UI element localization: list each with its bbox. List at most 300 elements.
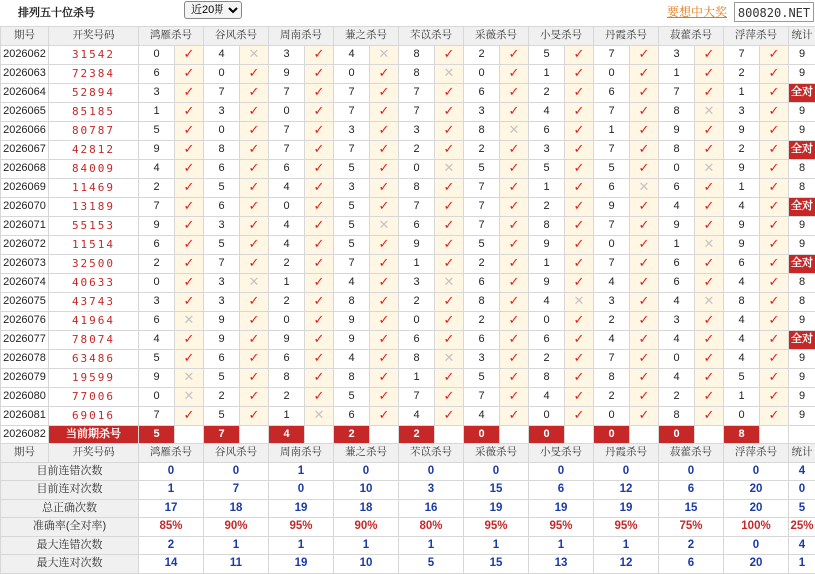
kill-number-cell: 3 [594,292,630,311]
hit-mark-cell [500,45,529,64]
check-icon: ✓ [509,389,520,404]
kill-number-cell: 1 [529,178,565,197]
hit-mark-cell [305,64,334,83]
kill-number-cell: 0 [594,235,630,254]
kill-number-cell: 6 [204,197,240,216]
hit-mark-cell [240,254,269,273]
hit-mark-cell [630,292,659,311]
hit-mark-cell [565,311,594,330]
miss-mark-cell [565,292,594,311]
hit-mark-cell [175,349,204,368]
stats-value: 95% [464,518,529,537]
hit-mark-cell [760,330,789,349]
check-icon: ✓ [379,123,390,138]
col-danxia-header: 丹霞杀号 [594,27,659,46]
check-icon: ✓ [769,123,780,138]
bottom-header-row [1,444,815,463]
cross-icon: ✕ [444,275,455,290]
kill-number-cell: 1 [529,64,565,83]
stat-cell: 8 [789,178,815,197]
current-kill-value: 0 [529,425,565,444]
empty-cell [500,425,529,444]
hit-mark-cell [500,368,529,387]
check-icon: ✓ [639,142,650,157]
hit-mark-cell [630,64,659,83]
kill-number-cell: 5 [334,197,370,216]
table-row [1,311,815,330]
miss-mark-cell [370,216,399,235]
stats-value: 13 [529,555,594,574]
hit-mark-cell [760,159,789,178]
check-icon: ✓ [704,218,715,233]
hit-mark-cell [630,102,659,121]
kill-number-cell: 9 [204,311,240,330]
stats-row [1,499,815,518]
hit-mark-cell [695,64,724,83]
kill-number-cell: 7 [399,102,435,121]
kill-number-cell: 7 [139,197,175,216]
col-xiaomin-header: 小旻杀号 [529,27,594,46]
check-icon: ✓ [184,199,195,214]
stats-value: 0 [594,462,659,481]
kill-number-cell: 6 [139,235,175,254]
kill-number-cell: 2 [269,254,305,273]
hit-mark-cell [500,83,529,102]
hit-mark-cell [175,254,204,273]
hit-mark-cell [435,83,464,102]
check-icon: ✓ [769,275,780,290]
check-icon: ✓ [314,370,325,385]
cross-icon: ✕ [639,180,650,195]
col-fuping-header: 浮萍杀号 [724,444,789,463]
check-icon: ✓ [639,104,650,119]
check-icon: ✓ [769,218,780,233]
kill-number-cell: 9 [204,330,240,349]
hit-mark-cell [500,102,529,121]
kill-number-cell: 0 [399,311,435,330]
open-number-cell: 85185 [49,102,139,121]
stats-label: 目前连对次数 [1,481,139,500]
hit-mark-cell [175,178,204,197]
table-row [1,292,815,311]
check-icon: ✓ [574,47,585,62]
hit-mark-cell [305,292,334,311]
check-icon: ✓ [444,389,455,404]
hit-mark-cell [500,273,529,292]
stat-cell: 9 [789,349,815,368]
open-number-cell: 11514 [49,235,139,254]
kill-number-cell: 3 [464,349,500,368]
kill-number-cell: 7 [594,216,630,235]
check-icon: ✓ [574,275,585,290]
hit-mark-cell [500,311,529,330]
kill-number-cell: 8 [529,216,565,235]
col-zhounan-header: 周南杀号 [269,27,334,46]
stat-cell: 全对 [789,197,815,216]
stats-value: 11 [204,555,269,574]
miss-mark-cell [695,235,724,254]
kill-number-cell: 9 [659,216,695,235]
empty-cell [565,425,594,444]
check-icon: ✓ [639,351,650,366]
kill-number-cell: 9 [269,64,305,83]
kill-number-cell: 7 [464,178,500,197]
stats-value: 14 [139,555,204,574]
period-select[interactable] [184,1,242,19]
hit-mark-cell [305,311,334,330]
hit-mark-cell [240,330,269,349]
check-icon: ✓ [574,370,585,385]
check-icon: ✓ [444,408,455,423]
hit-mark-cell [240,406,269,425]
cross-icon: ✕ [379,218,390,233]
kill-number-cell: 6 [659,273,695,292]
kill-number-cell: 9 [139,368,175,387]
check-icon: ✓ [314,332,325,347]
check-icon: ✓ [639,313,650,328]
col-shuhuo-header: 菽藿杀号 [659,27,724,46]
check-icon: ✓ [769,161,780,176]
stats-value: 80% [399,518,464,537]
kill-number-cell: 9 [139,140,175,159]
check-icon: ✓ [639,370,650,385]
hit-mark-cell [370,387,399,406]
kill-number-cell: 3 [139,83,175,102]
check-icon: ✓ [379,370,390,385]
check-icon: ✓ [444,256,455,271]
kill-number-cell: 4 [269,235,305,254]
stats-value: 16 [399,499,464,518]
hit-mark-cell [695,121,724,140]
open-number-cell: 78074 [49,330,139,349]
kill-number-cell: 6 [724,254,760,273]
current-kill-value: 2 [334,425,370,444]
hit-mark-cell [370,273,399,292]
kill-number-table [0,26,815,574]
stats-value: 6 [659,481,724,500]
check-icon: ✓ [249,389,260,404]
stats-value: 19 [269,555,334,574]
empty-cell [370,425,399,444]
check-icon: ✓ [769,370,780,385]
kill-number-cell: 5 [139,349,175,368]
check-icon: ✓ [444,85,455,100]
kill-number-cell: 4 [269,216,305,235]
kill-number-cell: 9 [529,235,565,254]
hit-mark-cell [630,368,659,387]
kill-number-cell: 3 [204,216,240,235]
hit-mark-cell [760,140,789,159]
hit-mark-cell [695,311,724,330]
check-icon: ✓ [574,161,585,176]
check-icon: ✓ [769,180,780,195]
check-icon: ✓ [444,294,455,309]
hit-mark-cell [630,311,659,330]
kill-number-cell: 4 [529,387,565,406]
kill-number-cell: 3 [334,178,370,197]
stats-value: 95% [529,518,594,537]
kill-number-cell: 3 [399,273,435,292]
kill-number-cell: 1 [529,254,565,273]
check-icon: ✓ [769,389,780,404]
col-xiaomin-header: 小旻杀号 [529,444,594,463]
stats-value: 0 [399,462,464,481]
stats-value: 7 [204,481,269,500]
check-icon: ✓ [379,180,390,195]
col-fuping-header: 浮萍杀号 [724,27,789,46]
check-icon: ✓ [444,47,455,62]
kill-number-cell: 0 [594,64,630,83]
empty-cell [175,425,204,444]
check-icon: ✓ [184,123,195,138]
period-cell: 2026079 [1,368,49,387]
kill-number-cell: 2 [464,45,500,64]
check-icon: ✓ [639,389,650,404]
period-cell: 2026067 [1,140,49,159]
kill-number-cell: 5 [334,216,370,235]
hit-mark-cell [760,64,789,83]
col-period-header: 期号 [1,444,49,463]
kill-number-cell: 8 [204,140,240,159]
kill-number-cell: 7 [204,83,240,102]
win-link[interactable]: 要想中大奖 [667,3,727,20]
open-number-cell: 84009 [49,159,139,178]
stats-value: 10 [334,555,399,574]
hit-mark-cell [565,64,594,83]
check-icon: ✓ [639,332,650,347]
stats-value: 17 [139,499,204,518]
check-icon: ✓ [639,256,650,271]
hit-mark-cell [630,216,659,235]
kill-number-cell: 4 [529,102,565,121]
table-row [1,273,815,292]
check-icon: ✓ [444,218,455,233]
open-number-cell: 77006 [49,387,139,406]
check-icon: ✓ [184,66,195,81]
hit-mark-cell [305,216,334,235]
table-row [1,216,815,235]
kill-number-cell: 3 [334,121,370,140]
empty-cell [240,425,269,444]
check-icon: ✓ [574,408,585,423]
kill-number-cell: 3 [659,45,695,64]
hit-mark-cell [370,83,399,102]
kill-number-cell: 0 [334,64,370,83]
kill-number-cell: 7 [399,197,435,216]
kill-number-cell: 2 [529,349,565,368]
hit-mark-cell [240,349,269,368]
hit-mark-cell [565,45,594,64]
stats-value: 0 [659,462,724,481]
hit-mark-cell [370,330,399,349]
stats-value: 0 [724,462,789,481]
check-icon: ✓ [184,85,195,100]
check-icon: ✓ [509,275,520,290]
kill-number-cell: 9 [139,216,175,235]
cross-icon: ✕ [444,161,455,176]
hit-mark-cell [305,387,334,406]
kill-number-cell: 4 [334,349,370,368]
kill-number-cell: 3 [659,311,695,330]
hit-mark-cell [305,83,334,102]
hit-mark-cell [435,102,464,121]
kill-number-cell: 5 [464,235,500,254]
stats-value: 1 [399,536,464,555]
check-icon: ✓ [639,218,650,233]
stat-cell: 9 [789,387,815,406]
check-icon: ✓ [509,256,520,271]
kill-number-cell: 0 [529,406,565,425]
hit-mark-cell [435,292,464,311]
cross-icon: ✕ [379,47,390,62]
check-icon: ✓ [314,389,325,404]
kill-number-cell: 1 [269,406,305,425]
hit-mark-cell [435,235,464,254]
stats-row [1,536,815,555]
hit-mark-cell [175,45,204,64]
kill-number-cell: 4 [139,159,175,178]
stats-row [1,462,815,481]
col-danxia-header: 丹霞杀号 [594,444,659,463]
cross-icon: ✕ [704,237,715,252]
check-icon: ✓ [249,161,260,176]
check-icon: ✓ [184,47,195,62]
check-icon: ✓ [184,275,195,290]
check-icon: ✓ [444,199,455,214]
miss-mark-cell [435,159,464,178]
kill-number-cell: 5 [724,368,760,387]
check-icon: ✓ [249,142,260,157]
table-row [1,368,815,387]
hit-mark-cell [305,45,334,64]
check-icon: ✓ [444,332,455,347]
stats-value: 10 [334,481,399,500]
miss-mark-cell [175,387,204,406]
check-icon: ✓ [704,332,715,347]
stat-cell: 9 [789,406,815,425]
check-icon: ✓ [379,142,390,157]
miss-mark-cell [500,121,529,140]
hit-mark-cell [565,102,594,121]
col-jianzhi-header: 蒹之杀号 [334,444,399,463]
check-icon: ✓ [574,123,585,138]
check-icon: ✓ [249,218,260,233]
check-icon: ✓ [769,313,780,328]
hit-mark-cell [760,406,789,425]
kill-number-cell: 2 [139,254,175,273]
col-shuhuo-header: 菽藿杀号 [659,444,724,463]
check-icon: ✓ [314,218,325,233]
check-icon: ✓ [314,123,325,138]
period-cell: 2026071 [1,216,49,235]
stats-value: 90% [204,518,269,537]
hit-mark-cell [500,159,529,178]
check-icon: ✓ [769,85,780,100]
check-icon: ✓ [379,332,390,347]
stats-value: 20 [724,499,789,518]
stats-value: 20 [724,555,789,574]
check-icon: ✓ [769,199,780,214]
check-icon: ✓ [769,294,780,309]
check-icon: ✓ [249,85,260,100]
hit-mark-cell [175,83,204,102]
check-icon: ✓ [509,332,520,347]
hit-mark-cell [305,102,334,121]
kill-number-cell: 5 [139,121,175,140]
check-icon: ✓ [769,332,780,347]
kill-number-cell: 7 [269,83,305,102]
kill-number-cell: 2 [269,387,305,406]
hit-mark-cell [695,330,724,349]
check-icon: ✓ [444,313,455,328]
kill-number-cell: 4 [724,311,760,330]
hit-mark-cell [435,330,464,349]
check-icon: ✓ [379,294,390,309]
kill-number-cell: 4 [659,197,695,216]
hit-mark-cell [565,140,594,159]
check-icon: ✓ [249,351,260,366]
col-fuyi-header: 芣苡杀号 [399,444,464,463]
hit-mark-cell [175,159,204,178]
check-icon: ✓ [184,161,195,176]
kill-number-cell: 9 [399,235,435,254]
kill-number-cell: 4 [724,273,760,292]
hit-mark-cell [240,292,269,311]
stats-label: 准确率(全对率) [1,518,139,537]
check-icon: ✓ [314,256,325,271]
stats-value: 1 [269,462,334,481]
cross-icon: ✕ [444,66,455,81]
stats-label: 总正确次数 [1,499,139,518]
kill-number-cell: 1 [139,102,175,121]
check-icon: ✓ [769,47,780,62]
hit-mark-cell [500,387,529,406]
check-icon: ✓ [314,66,325,81]
hit-mark-cell [760,311,789,330]
cross-icon: ✕ [249,275,260,290]
kill-number-cell: 1 [724,83,760,102]
stat-cell: 8 [789,273,815,292]
hit-mark-cell [500,235,529,254]
miss-mark-cell [175,368,204,387]
miss-mark-cell [240,273,269,292]
check-icon: ✓ [769,237,780,252]
table-row [1,235,815,254]
current-kill-label: 当前期杀号 [49,425,139,444]
stats-value: 20 [724,481,789,500]
hit-mark-cell [695,368,724,387]
stats-label: 最大连对次数 [1,555,139,574]
kill-number-cell: 4 [334,273,370,292]
stats-value: 12 [594,481,659,500]
check-icon: ✓ [574,351,585,366]
cross-icon: ✕ [184,389,195,404]
hit-mark-cell [565,254,594,273]
check-icon: ✓ [249,332,260,347]
hit-mark-cell [695,140,724,159]
check-icon: ✓ [639,199,650,214]
hit-mark-cell [435,140,464,159]
kill-number-cell: 6 [269,349,305,368]
kill-number-cell: 2 [204,387,240,406]
kill-number-cell: 1 [724,178,760,197]
stats-value: 1 [204,536,269,555]
kill-number-cell: 9 [529,273,565,292]
hit-mark-cell [175,330,204,349]
hit-mark-cell [435,216,464,235]
hit-mark-cell [435,121,464,140]
open-number-cell: 32500 [49,254,139,273]
